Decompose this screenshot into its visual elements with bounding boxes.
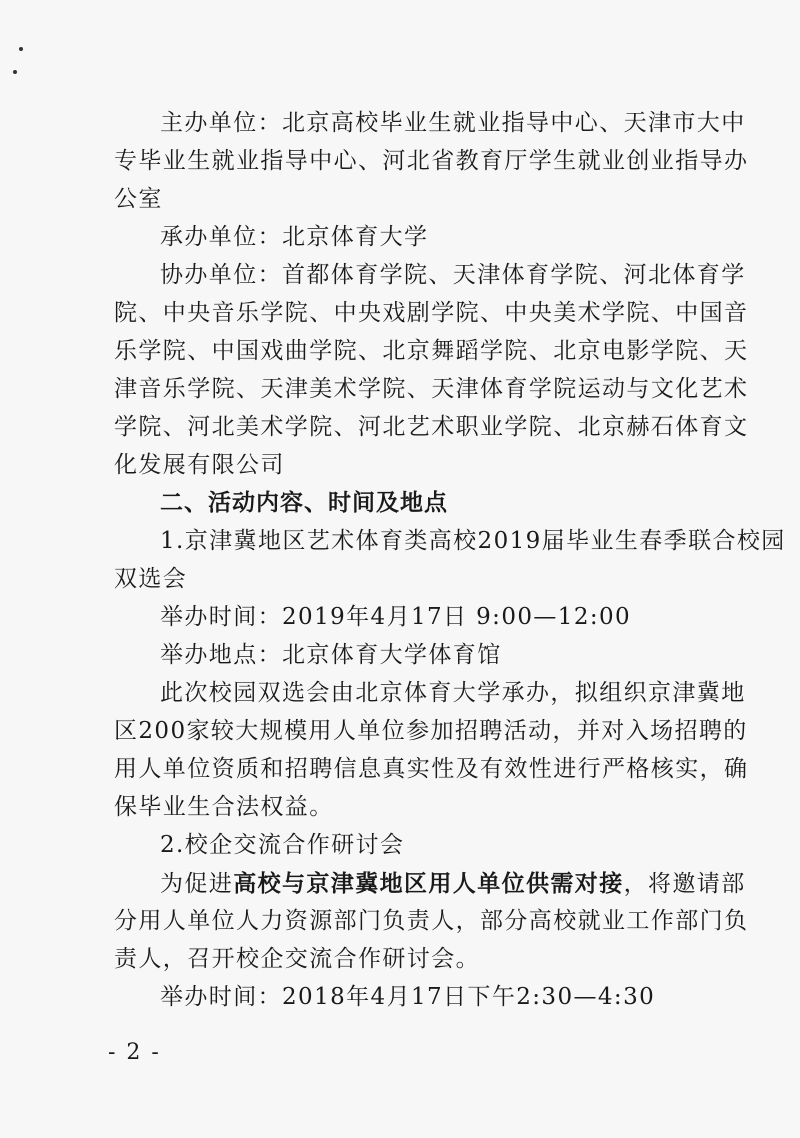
item2-time: 举办时间：2018年4月17日下午2:30—4:30 [160,984,656,1010]
item1-title-line: 双选会 [114,566,188,592]
item1-time: 举办时间：2019年4月17日 9:00—12:00 [160,604,632,630]
item1-desc-line: 保毕业生合法权益。 [114,794,334,820]
scan-speck [13,70,17,74]
section-heading: 二、活动内容、时间及地点 [160,490,448,516]
item1-title-line: 1.京津冀地区艺术体育类高校2019届毕业生春季联合校园 [160,528,786,554]
item2-desc-line: 责人，召开校企交流合作研讨会。 [114,946,480,972]
item1-desc-line: 用人单位资质和招聘信息真实性及有效性进行严格核实，确 [114,756,749,782]
co-organizer-line: 津音乐学院、天津美术学院、天津体育学院运动与文化艺术 [114,376,749,402]
organizer-line: 公室 [114,186,163,212]
item2-desc-line [160,872,746,896]
item2-desc-line: 分用人单位人力资源部门负责人，部分高校就业工作部门负 [114,908,749,934]
co-organizer-line: 化发展有限公司 [114,452,285,478]
item2-desc-text: 为促进 [160,871,234,897]
item1-desc-line: 此次校园双选会由北京体育大学承办，拟组织京津冀地 [160,680,746,706]
undertaker-line: 承办单位：北京体育大学 [160,224,429,250]
scan-speck [19,47,23,51]
item2-title: 2.校企交流合作研讨会 [160,832,405,858]
item2-desc-emphasis: 高校与京津冀地区用人单位供需对接 [233,870,624,897]
co-organizer-line: 学院、河北美术学院、河北艺术职业学院、北京赫石体育文 [114,414,749,440]
organizer-line: 主办单位：北京高校毕业生就业指导中心、天津市大中 [160,110,746,136]
organizer-line: 专毕业生就业指导中心、河北省教育厅学生就业创业指导办 [114,148,749,174]
page-number: - 2 - [108,1040,161,1065]
item1-place: 举办地点：北京体育大学体育馆 [160,642,502,668]
co-organizer-line: 乐学院、中国戏曲学院、北京舞蹈学院、北京电影学院、天 [114,338,749,364]
item1-desc-line: 区200家较大规模用人单位参加招聘活动，并对入场招聘的 [114,718,748,744]
co-organizer-line: 协办单位：首都体育学院、天津体育学院、河北体育学 [160,262,746,288]
co-organizer-line: 院、中央音乐学院、中央戏剧学院、中央美术学院、中国音 [114,300,749,326]
item2-desc-text: ，将邀请部 [623,871,746,897]
